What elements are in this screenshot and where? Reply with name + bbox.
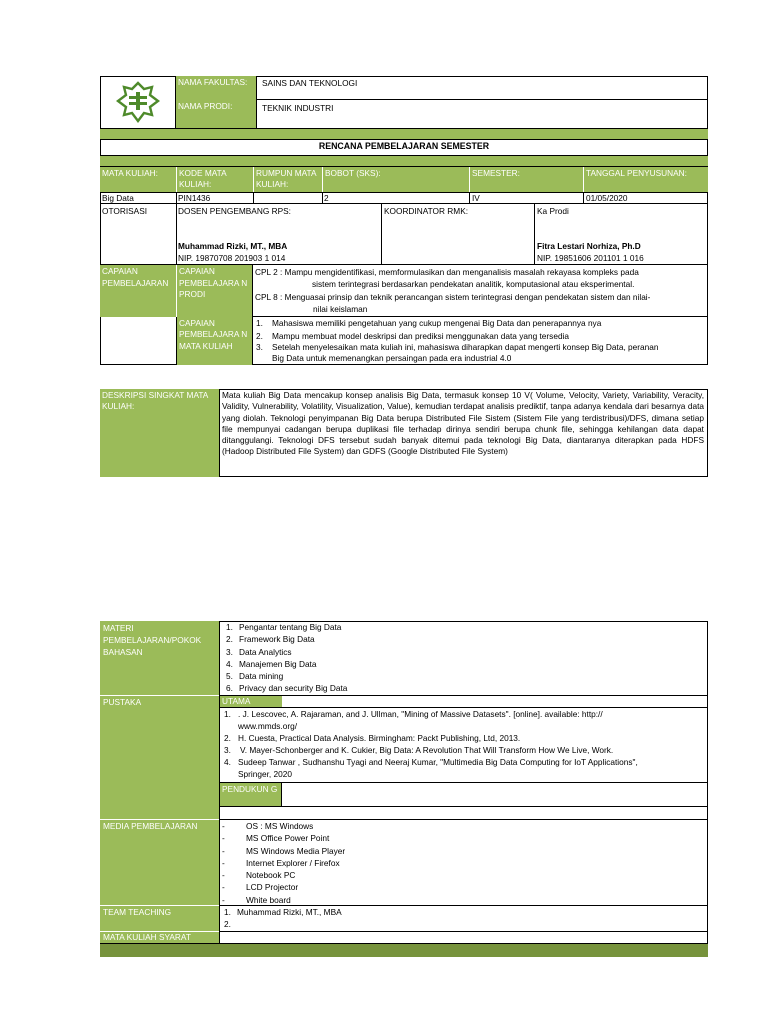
cpmk-item-2: Mampu membuat model deskripsi dan prediksi menggunakan data yang tersedia	[272, 331, 570, 341]
cpl8-text: CPL 8 : Menguasai prinsip dan teknik perancangan sistem terintegrasi dengan pendekatan sistem dan nilai-	[255, 292, 651, 302]
university-logo-icon	[114, 81, 162, 123]
capaian-mk-label: CAPAIAN PEMBELAJARA N MATA KULIAH	[176, 317, 252, 365]
syarat-label: MATA KULIAH SYARAT	[103, 932, 191, 942]
semester-label: SEMESTER:	[469, 167, 583, 192]
team-label: TEAM TEACHING	[103, 907, 172, 917]
pustaka-utama-label: UTAMA	[220, 696, 282, 707]
media-list	[220, 820, 690, 906]
dosen-label: DOSEN PENGEMBANG RPS:	[178, 206, 291, 216]
pustaka-item-2: H. Cuesta, Practical Data Analysis. Birmingham: Packt Publishing, Ltd, 2013.	[238, 733, 521, 743]
cpmk-item-1: Mahasiswa memiliki pengetahuan yang cukup mengenai Big Data dan penerapannya nya	[272, 318, 602, 328]
cpmk-item-3: Setelah menyelesaikan mata kuliah ini, mahasiswa diharapkan dapat mengerti konsep Big Data, peranan	[272, 342, 659, 352]
list-item: 1. Pengantar tentang Big Data	[226, 622, 342, 632]
dosen-name: Muhammad Rizki, MT., MBA	[178, 241, 288, 251]
kaprodi-name: Fitra Lestari Norhiza, Ph.D	[537, 241, 641, 251]
prodi-label: NAMA PRODI:	[176, 100, 256, 128]
list-item: - Internet Explorer / Firefox	[222, 857, 340, 868]
semester-value: IV	[472, 193, 480, 203]
cpmk-item-3-cont: Big Data untuk memenangkan persaingan pada era industrial 4.0	[272, 353, 512, 363]
pustaka-item-4-cont: Springer, 2020	[238, 769, 292, 779]
kode-value: PIN1436	[178, 193, 211, 203]
list-item: - Notebook PC	[222, 870, 296, 881]
capaian-prodi-label: CAPAIAN PEMBELAJARA N PRODI	[176, 265, 252, 317]
list-item: - MS Windows Media Player	[222, 845, 346, 856]
bobot-label: BOBOT (SKS):	[322, 167, 469, 192]
pustaka-item-3: V. Mayer-Schonberger and K. Cukier, Big Data: A Revolution That Will Transform How We Live, Work.	[240, 745, 614, 755]
koordinator-label: KOORDINATOR RMK:	[384, 206, 469, 216]
bobot-value: 2	[324, 193, 329, 203]
list-item: 3. Data Analytics	[226, 646, 292, 657]
cpl8-cont: nilai keislaman	[313, 304, 368, 314]
materi-list	[226, 621, 696, 695]
green-band-2	[100, 155, 708, 167]
pustaka-pendukung-label: PENDUKUN G	[220, 782, 282, 806]
otorisasi-label: OTORISASI	[102, 206, 148, 216]
dosen-nip: NIP. 19870708 201903 1 014	[178, 253, 286, 263]
page-title: RENCANA PEMBELAJARAN SEMESTER	[318, 141, 490, 151]
kode-label: KODE MATA KULIAH:	[176, 167, 253, 192]
list-item: 2. Framework Big Data	[226, 634, 315, 645]
mk-value: Big Data	[102, 193, 134, 203]
list-item: - MS Office Power Point	[222, 833, 330, 844]
prodi-value: TEKNIK INDUSTRI	[262, 103, 334, 113]
team-item-1: Muhammad Rizki, MT., MBA	[237, 907, 342, 917]
list-item: 5. Data mining	[226, 671, 284, 682]
cpl2-cont: sistem terintegrasi berdasarkan pendekatan analitik, komputasional atau eksperimental.	[312, 279, 635, 289]
pustaka-label: PUSTAKA	[103, 697, 142, 707]
kaprodi-label: Ka Prodi	[537, 206, 569, 216]
cpl2-text: CPL 2 : Mampu mengidentifikasi, memformulasikan dan menganalisis masalah rekayasa kompleks pada	[255, 267, 639, 277]
list-item: - LCD Projector	[222, 882, 299, 893]
fakultas-value: SAINS DAN TEKNOLOGI	[262, 78, 358, 88]
media-label: MEDIA PEMBELAJARAN	[103, 821, 198, 831]
rumpun-label: RUMPUN MATA KULIAH:	[253, 167, 322, 192]
list-item: 6. Privacy dan security Big Data	[226, 683, 348, 694]
deskripsi-label: DESKRIPSI SINGKAT MATA KULIAH:	[100, 389, 219, 477]
kaprodi-nip: NIP. 19851606 201101 1 016	[537, 253, 644, 263]
tanggal-value: 01/05/2020	[586, 193, 628, 203]
pustaka-item-4: Sudeep Tanwar , Sudhanshu Tyagi and Neeraj Kumar, "Multimedia Big Data Computing for IoT Applications",	[238, 757, 638, 767]
capaian-label: CAPAIAN PEMBELAJARAN	[100, 265, 176, 317]
fakultas-label: NAMA FAKULTAS:	[176, 76, 256, 100]
list-item: - OS : MS Windows	[222, 821, 314, 831]
list-item: 4. Manajemen Big Data	[226, 658, 317, 669]
mk-label: MATA KULIAH:	[100, 167, 176, 192]
tanggal-label: TANGGAL PENYUSUNAN:	[583, 167, 708, 192]
green-band-1	[100, 128, 708, 140]
pustaka-item-1-cont: www.mmds.org/	[238, 721, 298, 731]
materi-label: MATERI PEMBELAJARAN/POKOK BAHASAN	[103, 623, 202, 657]
deskripsi-text: Mata kuliah Big Data mencakup konsep analisis Big Data, termasuk konsep 10 V( Volume, Velocity, Variety, Variability, Veracity, Validity, Vulnerability, Volatility, Visualization, Value), kemudian terdapat analisis prediktif, tanpa adanya kendala dari besarnya data yang diolah. Teknologi penyimpanan Big Data berupa Distributed File Sistem (Sistem File yang terdistribusi)/DFS, dimana setiap file mempunyai cadangan berupa duplikasi file terhadap dirinya sendiri berupa chunk file, sehingga kehilangan data dapat ditanggulangi. Teknologi DFS tersebut sudah banyak ditemui pada teknologi Big Data, diantaranya diterapkan pada HDFS (Hadoop Distributed File System) dan GDFS (Google Distributed File System)	[222, 390, 704, 457]
footer-band	[100, 943, 708, 957]
logo-cell	[100, 76, 176, 128]
list-item: - White board	[222, 894, 291, 905]
pustaka-item-1: . J. Lescovec, A. Rajaraman, and J. Ullman, "Mining of Massive Datasets". [online]. available: http://	[238, 709, 603, 719]
